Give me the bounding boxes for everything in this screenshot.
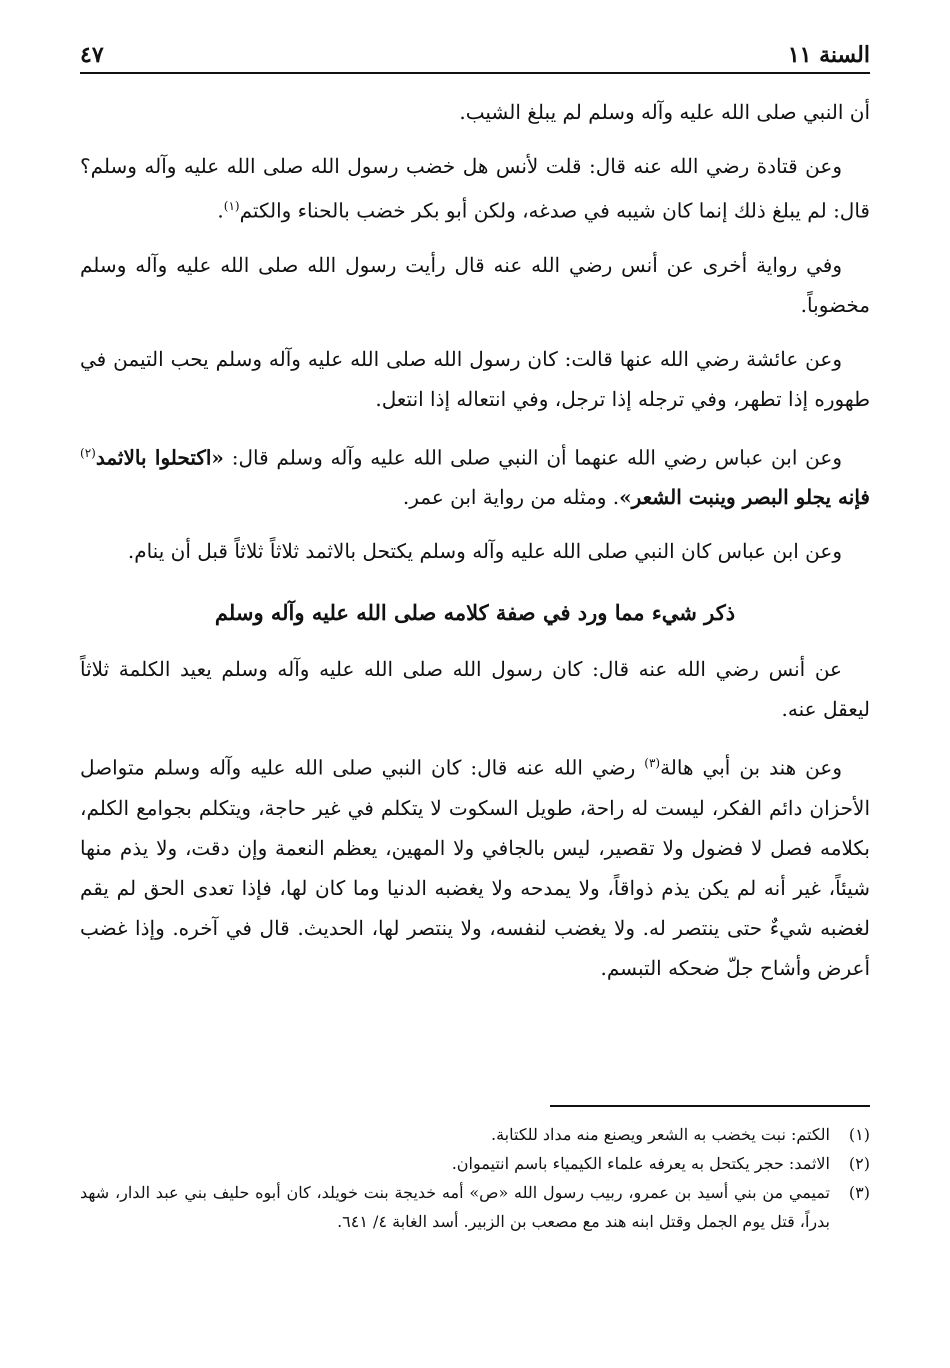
paragraph-text: . ومثله من رواية ابن عمر. <box>402 485 620 510</box>
running-title: السنة ١١ <box>787 42 870 68</box>
page-number: ٤٧ <box>80 42 104 68</box>
paragraph <box>80 92 870 132</box>
paragraph <box>80 146 870 231</box>
paragraph-text: وعن عائشة رضي الله عنها قالت: كان رسول الله صلى الله عليه وآله وسلم يحب التيمن في طهوره إذا تطهر، وفي ترجله إذا ترجل، وفي انتعاله إذا انتعل. <box>80 346 870 411</box>
book-page <box>80 30 870 1330</box>
paragraph-text: وعن قتادة رضي الله عنه قال: قلت لأنس هل خضب رسول الله صلى الله عليه وآله وسلم؟ قال: لم يبلغ ذلك إنما كان شيبه في صدغه، ولكن أبو بكر خضب بالحناء والكتم <box>80 154 870 223</box>
footnote-item <box>80 1178 870 1236</box>
footnote-item <box>80 1120 870 1149</box>
footnote-text: الاثمد: حجر يكتحل به يعرفه علماء الكيمياء باسم انتيموان. <box>451 1154 830 1173</box>
hadith-quote: «اكتحلوا بالاثمد <box>95 445 224 470</box>
page-header <box>80 30 870 74</box>
paragraph <box>80 245 870 325</box>
footnote-text: تميمي من بني أسيد بن عمرو، ربيب رسول الله «ص» أمه خديجة بنت خويلد، كان أبوه حليف بني عبد الدار، شهد بدراً، قتل يوم الجمل وقتل ابنه هند مع مصعب بن الزبير. أسد الغابة ٤/ ٦٤١. <box>80 1183 831 1231</box>
footnote-number: (١) <box>848 1125 870 1144</box>
paragraph <box>80 743 870 988</box>
paragraph-text: عن أنس رضي الله عنه قال: كان رسول الله صلى الله عليه وآله وسلم يعيد الكلمة ثلاثاً ليعقل عنه. <box>80 657 870 722</box>
section-heading: ذكر شيء مما ورد في صفة كلامه صلى الله عليه وآله وسلم <box>214 600 736 626</box>
footnote-ref: (٣) <box>644 756 661 771</box>
paragraph <box>80 433 870 518</box>
paragraph-text: وعن ابن عباس رضي الله عنهما أن النبي صلى الله عليه وآله وسلم قال: <box>223 445 842 470</box>
paragraph-text: وعن هند بن أبي هالة <box>660 755 842 780</box>
footnote-number: (٣) <box>848 1183 870 1202</box>
paragraph-text: رضي الله عنه قال: كان النبي صلى الله عليه وآله وسلم متواصل الأحزان دائم الفكر، ليست له راحة، طويل السكوت لا يتكلم في غير حاجة، ويتكلم بجوامع الكلم، بكلامه فصل لا فضول ولا تقصير، ليس بالجافي ولا المهين، يعظم النعمة وإن دقت، ولا يذم منها شيئاً، غير أنه لم يكن يذم ذواقاً، ولا يمدحه ولا يغضبه الدنيا وما كان لها، فإذا تعدى الحق لم يقم لغضبه شيءٌ حتى ينتصر له. ولا يغضب لنفسه، ولا ينتصر لها، الحديث. قال في آخره. وإذا غضب أعرض وأشاح جلّ ضحكه التبسم. <box>80 755 870 980</box>
main-text <box>80 92 870 988</box>
hadith-quote: فإنه يجلو البصر وينبت الشعر» <box>619 485 870 510</box>
footnote-ref: (١) <box>223 199 240 213</box>
paragraph-text: . <box>217 198 224 223</box>
paragraph <box>80 531 870 571</box>
footnote-ref: (٢) <box>80 445 96 460</box>
footnote-number: (٢) <box>848 1154 870 1173</box>
paragraph <box>80 339 870 419</box>
paragraph-text: وعن ابن عباس كان النبي صلى الله عليه وآله وسلم يكتحل بالاثمد ثلاثاً ثلاثاً قبل أن ينام. <box>127 539 842 564</box>
footnotes <box>80 1120 870 1236</box>
footnote-text: الكتم: نبت يخضب به الشعر ويصنع منه مداد للكتابة. <box>491 1125 830 1144</box>
footnote-divider <box>550 1105 870 1107</box>
paragraph-text: أن النبي صلى الله عليه وآله وسلم لم يبلغ الشيب. <box>459 100 870 124</box>
paragraph <box>80 649 870 729</box>
footnote-item <box>80 1149 870 1178</box>
paragraph-text: وفي رواية أخرى عن أنس رضي الله عنه قال رأيت رسول الله صلى الله عليه وآله وسلم مخضوباً. <box>80 252 870 317</box>
